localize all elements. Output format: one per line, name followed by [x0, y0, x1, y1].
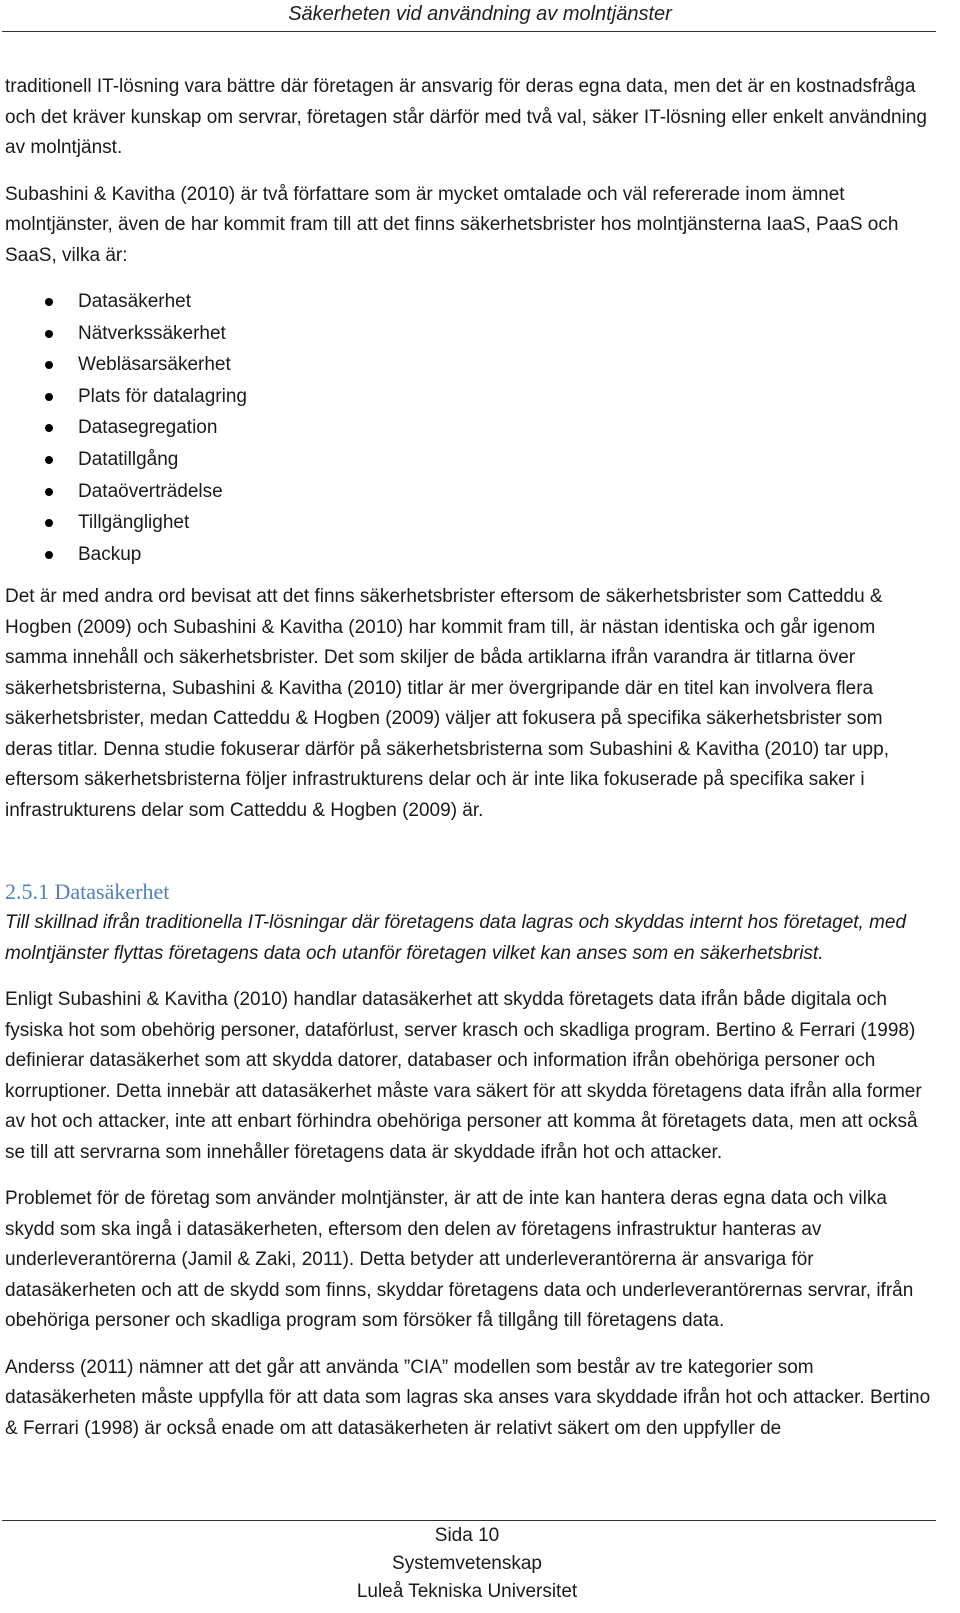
page-header: Säkerheten vid användning av molntjänster — [288, 3, 672, 25]
paragraph-subashini-kavitha: Subashini & Kavitha (2010) är två författare som är mycket omtalade och väl refererade inom ämnet molntjänster, även de har kommit fram till att det finns säkerhetsbrister hos molntjänsterna IaaS, PaaS och SaaS, vilka är: — [5, 183, 899, 266]
list-item: Datatillgång — [5, 444, 935, 476]
paragraph-comparison: Det är med andra ord bevisat att det finns säkerhetsbrister eftersom de säkerhetsbrister som Catteddu & Hogben (2009) och Subashini & Kavitha (2010) har kommit fram till, är nästan identiska och går igenom samma innehåll och säkerhetsbrister. Det som skiljer de båda artiklarna ifrån varandra är titlarna över säkerhetsbristerna, Subashini & Kavitha (2010) titlar är mer övergripande där en titel kan involvera flera säkerhetsbrister, medan Catteddu & Hogben (2009) väljer att fokusera på specifika säkerhetsbrister som deras titlar. Denna studie fokuserar därför på säkerhetsbristerna som Subashini & Kavitha (2010) tar upp, eftersom säkerhetsbristerna följer infrastrukturens delar och är inte lika fokuserade på specifika saker i infrastrukturens delar som Catteddu & Hogben (2009) är. — [5, 586, 889, 821]
paragraph-cia-model: Anderss (2011) nämner att det går att använda ”CIA” modellen som består av tre kategorier som datasäkerheten måste uppfylla för att data som lagras ska anses vara skyddade ifrån hot och attacker. Bertino & Ferrari (1998) är också enade om att datasäkerheten är relativt säkert om den uppfyller de — [5, 1356, 931, 1439]
list-item: Webläsarsäkerhet — [5, 349, 935, 381]
header-divider — [2, 31, 936, 32]
list-item: Datasäkerhet — [5, 286, 935, 318]
bullet-icon — [45, 519, 53, 527]
university-name: Luleå Tekniska Universitet — [356, 1581, 578, 1602]
bullet-icon — [45, 330, 53, 338]
bullet-icon — [45, 361, 53, 369]
bullet-icon — [45, 393, 53, 401]
list-item: Plats för datalagring — [5, 381, 935, 413]
paragraph-intro-continued: traditionell IT-lösning vara bättre där företagen är ansvarig för deras egna data, men det är en kostnadsfråga och det kräver kunskap om servrar, företagen står därför med två val, säker IT-lösning eller enkelt användning av molntjänst. — [5, 76, 927, 158]
section-lead: Till skillnad ifrån traditionella IT-lösningar där företagens data lagras och skyddas internt hos företaget, med molntjänster flyttas företagens data och utanför företagen vilket kan anses som en säkerhetsbrist. — [5, 912, 907, 964]
page-content — [5, 72, 935, 1444]
list-item: Datasegregation — [5, 412, 935, 444]
list-item: Tillgänglighet — [5, 507, 935, 539]
bullet-icon — [45, 424, 53, 432]
section-heading: 2.5.1 Datasäkerhet — [5, 879, 170, 905]
footer-divider — [2, 1520, 936, 1521]
bullet-icon — [45, 298, 53, 306]
paragraph-problem: Problemet för de företag som använder molntjänster, är att de inte kan hantera deras egna data och vilka skydd som ska ingå i datasäkerheten, eftersom den delen av företagens infrastruktur hanteras av underleverantörerna (Jamil & Zaki, 2011). Detta betyder att underleverantörerna är ansvariga för datasäkerheten och att de skydd som finns, skyddar företagens data och underleverantörernas servrar, ifrån obehöriga personer och skadliga program som försöker få tillgång till företagens data. — [5, 1188, 914, 1332]
list-item: Backup — [5, 539, 935, 571]
bullet-icon — [45, 551, 53, 559]
list-item: Dataöverträdelse — [5, 476, 935, 508]
bullet-icon — [45, 488, 53, 496]
bullet-icon — [45, 456, 53, 464]
page-number: Sida 10 — [434, 1525, 500, 1546]
list-item: Nätverkssäkerhet — [5, 318, 935, 350]
page-footer — [0, 1522, 934, 1606]
paragraph-definition: Enligt Subashini & Kavitha (2010) handlar datasäkerhet att skydda företagets data ifrån både digitala och fysiska hot som obehörig personer, dataförlust, server krasch och skadliga program. Bertino & Ferrari (1998) definierar datasäkerhet som att skydda datorer, databaser och information ifrån obehöriga personer och korruptioner. Detta innebär att datasäkerhet måste vara säkert för att skydda företagens data ifrån alla former av hot och attacker, inte att enbart förhindra obehöriga personer att komma åt företagets data, men att också se till att servrarna som innehåller företagens data är skyddade ifrån hot och attacker. — [5, 989, 922, 1163]
security-gaps-list — [5, 286, 935, 570]
department-name: Systemvetenskap — [392, 1553, 542, 1574]
